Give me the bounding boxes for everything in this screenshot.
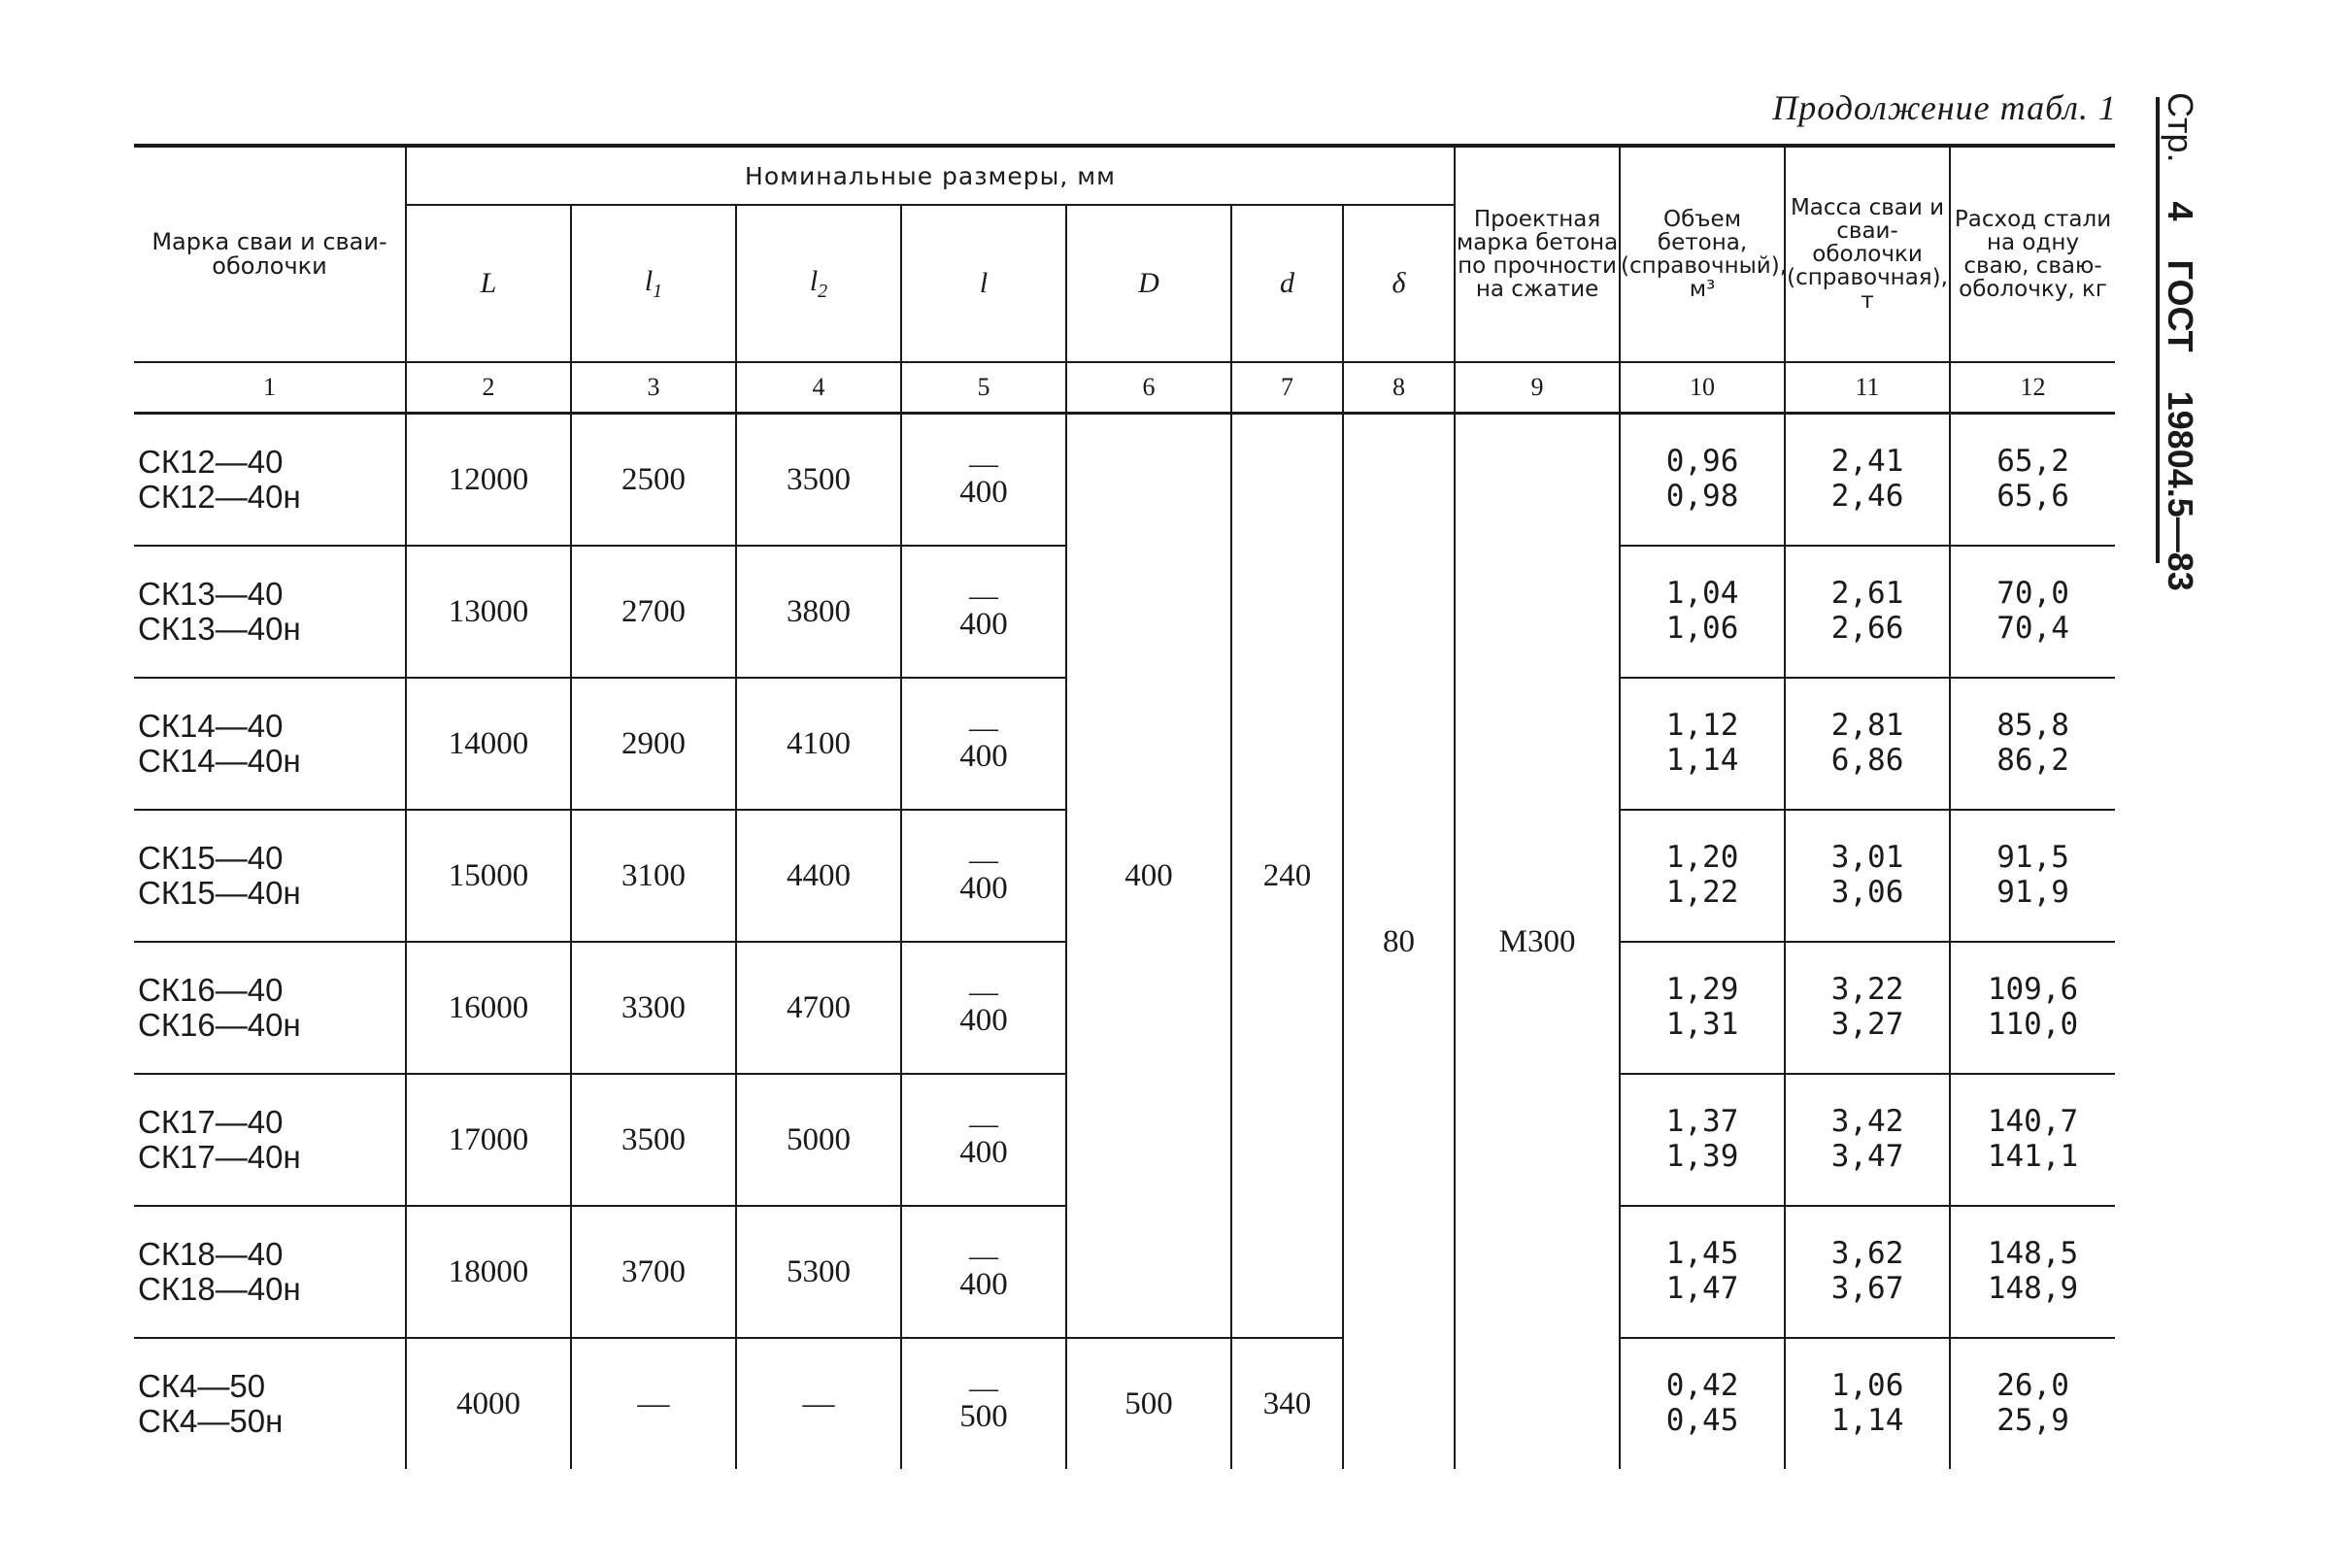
header-dim-l2: $l_2$	[736, 205, 901, 362]
cell-volume: 1,29 1,31	[1620, 942, 1785, 1074]
cell-mass: 2,41 2,46	[1785, 414, 1950, 547]
cell-volume: 1,45 1,47	[1620, 1206, 1785, 1338]
cell-l: — 500	[901, 1338, 1066, 1469]
cell-l: — 400	[901, 678, 1066, 810]
side-standard: ГОСТ	[2161, 259, 2200, 352]
pile-mark: СК13—40 СК13—40н	[134, 546, 406, 678]
cell-l1: 3100	[571, 810, 736, 942]
cell-volume: 0,42 0,45	[1620, 1338, 1785, 1469]
column-number: 2	[406, 362, 571, 414]
cell-mass: 1,06 1,14	[1785, 1338, 1950, 1469]
cell-l1: —	[571, 1338, 736, 1469]
header-dim-L: L	[406, 205, 571, 362]
side-page-number: 4	[2161, 201, 2200, 221]
cell-volume: 1,04 1,06	[1620, 546, 1785, 678]
cell-l2: —	[736, 1338, 901, 1469]
cell-l2: 3800	[736, 546, 901, 678]
cell-volume: 0,96 0,98	[1620, 414, 1785, 547]
pile-mark: СК16—40 СК16—40н	[134, 942, 406, 1074]
cell-mass: 2,81 6,86	[1785, 678, 1950, 810]
cell-volume: 1,12 1,14	[1620, 678, 1785, 810]
cell-l: — 400	[901, 1206, 1066, 1338]
cell-l: — 400	[901, 414, 1066, 547]
side-page-label: Стр.	[2161, 92, 2200, 163]
column-number: 6	[1066, 362, 1231, 414]
cell-l1: 3700	[571, 1206, 736, 1338]
cell-l: — 400	[901, 546, 1066, 678]
header-dim-d: d	[1231, 205, 1343, 362]
cell-mass: 2,61 2,66	[1785, 546, 1950, 678]
column-number: 10	[1620, 362, 1785, 414]
cell-mass: 3,22 3,27	[1785, 942, 1950, 1074]
column-number: 9	[1455, 362, 1620, 414]
cell-D-merged: 400	[1066, 414, 1231, 1339]
pile-mark: СК15—40 СК15—40н	[134, 810, 406, 942]
column-number: 7	[1231, 362, 1343, 414]
cell-l: — 400	[901, 942, 1066, 1074]
cell-d: 340	[1231, 1338, 1343, 1469]
cell-mass: 3,01 3,06	[1785, 810, 1950, 942]
cell-L: 17000	[406, 1074, 571, 1206]
cell-l1: 3500	[571, 1074, 736, 1206]
cell-steel: 91,5 91,9	[1950, 810, 2115, 942]
cell-d-merged: 240	[1231, 414, 1343, 1339]
cell-delta-merged: 80	[1343, 414, 1455, 1470]
cell-l1: 2700	[571, 546, 736, 678]
header-mark: Марка сваи и сваи-оболочки	[134, 146, 406, 362]
cell-steel: 65,2 65,6	[1950, 414, 2115, 547]
column-number: 5	[901, 362, 1066, 414]
cell-steel: 148,5 148,9	[1950, 1206, 2115, 1338]
table-row	[134, 1338, 2115, 1469]
column-number: 11	[1785, 362, 1950, 414]
cell-D: 500	[1066, 1338, 1231, 1469]
cell-l2: 5300	[736, 1206, 901, 1338]
cell-l: — 400	[901, 1074, 1066, 1206]
cell-mass: 3,42 3,47	[1785, 1074, 1950, 1206]
cell-steel: 70,0 70,4	[1950, 546, 2115, 678]
cell-steel: 26,0 25,9	[1950, 1338, 2115, 1469]
cell-L: 18000	[406, 1206, 571, 1338]
pile-mark: СК12—40 СК12—40н	[138, 443, 301, 515]
side-running-header	[2146, 92, 2214, 597]
cell-L: 12000	[406, 414, 571, 547]
header-dim-delta: δ	[1343, 205, 1455, 362]
cell-volume: 1,37 1,39	[1620, 1074, 1785, 1206]
cell-l1: 3300	[571, 942, 736, 1074]
pile-spec-table	[134, 144, 2115, 1469]
cell-l: — 400	[901, 810, 1066, 942]
cell-l1: 2900	[571, 678, 736, 810]
header-concrete-grade: Проектная марка бетона по прочности на сжатие	[1455, 146, 1620, 362]
cell-steel: 85,8 86,2	[1950, 678, 2115, 810]
column-number: 1	[134, 362, 406, 414]
column-number: 3	[571, 362, 736, 414]
cell-L: 16000	[406, 942, 571, 1074]
cell-l2: 4700	[736, 942, 901, 1074]
cell-steel: 140,7 141,1	[1950, 1074, 2115, 1206]
column-number: 4	[736, 362, 901, 414]
cell-volume: 1,20 1,22	[1620, 810, 1785, 942]
cell-mass: 3,62 3,67	[1785, 1206, 1950, 1338]
side-standard-number: 19804.5—83	[2161, 390, 2200, 591]
cell-steel: 109,6 110,0	[1950, 942, 2115, 1074]
cell-L: 14000	[406, 678, 571, 810]
cell-L: 13000	[406, 546, 571, 678]
cell-l2: 5000	[736, 1074, 901, 1206]
pile-mark: СК4—50 СК4—50н	[134, 1338, 406, 1469]
column-number: 8	[1343, 362, 1455, 414]
table-continuation-caption: Продолжение табл. 1	[1772, 88, 2117, 127]
column-number: 12	[1950, 362, 2115, 414]
cell-L: 4000	[406, 1338, 571, 1469]
cell-l1: 2500	[571, 414, 736, 547]
table-row	[134, 414, 2115, 547]
cell-l2: 4100	[736, 678, 901, 810]
pile-mark: СК18—40 СК18—40н	[134, 1206, 406, 1338]
cell-grade-merged: М300	[1455, 414, 1620, 1470]
header-dim-l1: $l_1$	[571, 205, 736, 362]
header-mass: Масса сваи и сваи-оболочки (справочная), т	[1785, 146, 1950, 362]
cell-l2: 3500	[736, 414, 901, 547]
header-nominal-dimensions: Номинальные размеры, мм	[406, 146, 1455, 205]
cell-L: 15000	[406, 810, 571, 942]
header-concrete-volume: Объем бетона, (справочный), м³	[1620, 146, 1785, 362]
pile-mark: СК17—40 СК17—40н	[134, 1074, 406, 1206]
pile-mark: СК14—40 СК14—40н	[134, 678, 406, 810]
header-dim-l: l	[901, 205, 1066, 362]
cell-l2: 4400	[736, 810, 901, 942]
pile-spec-table-container	[134, 144, 2115, 1469]
header-dim-D: D	[1066, 205, 1231, 362]
header-steel: Расход стали на одну сваю, сваю-оболочку, кг	[1950, 146, 2115, 362]
